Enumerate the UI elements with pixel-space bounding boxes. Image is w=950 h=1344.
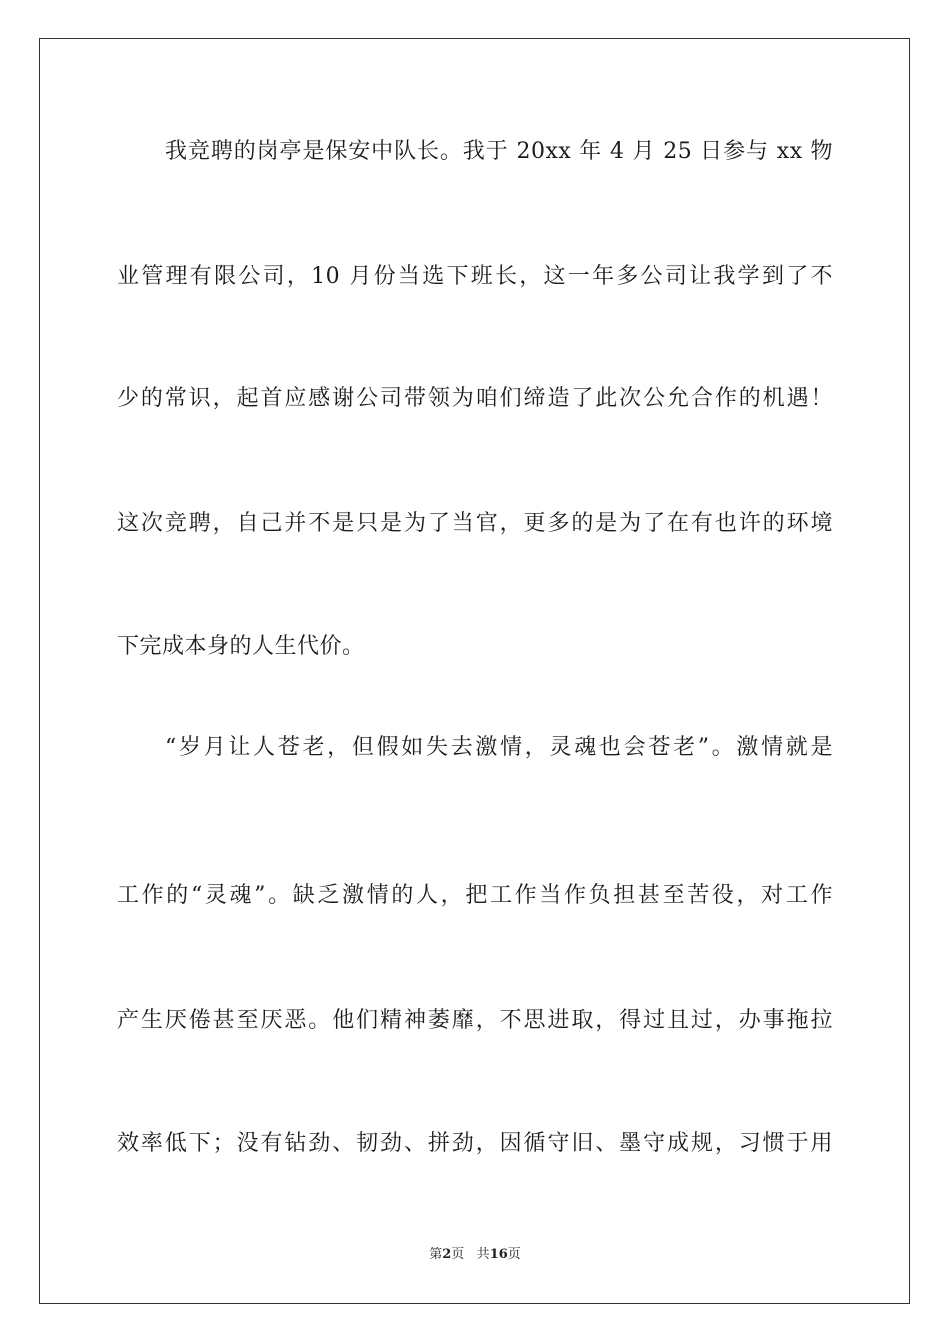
footer-page-suffix: 页 <box>451 1247 465 1262</box>
text-line-7: 工作的“灵魂”。缺乏激情的人，把工作当作负担甚至苦役，对工作 <box>117 883 833 908</box>
page-footer <box>0 1246 950 1264</box>
text-line-8: 产生厌倦甚至厌恶。他们精神萎靡，不思进取，得过且过，办事拖拉 <box>117 1008 833 1033</box>
text-line-2: 业管理有限公司，10 月份当选下班长，这一年多公司让我学到了不 <box>117 264 833 289</box>
footer-prefix: 第 <box>429 1247 443 1262</box>
text-line-5: 下完成本身的人生代价。 <box>117 634 365 659</box>
text-line-3: 少的常识，起首应感谢公司带领为咱们缔造了此次公允合作的机遇！ <box>117 386 833 411</box>
footer-page-number: 2 <box>442 1247 452 1262</box>
text-line-9: 效率低下；没有钻劲、韧劲、拼劲，因循守旧、墨守成规，习惯于用 <box>117 1131 833 1156</box>
footer-total-prefix: 共 <box>476 1247 490 1262</box>
page-border <box>39 38 910 1304</box>
text-line-6: “岁月让人苍老，但假如失去激情，灵魂也会苍老”。激情就是 <box>165 735 833 760</box>
footer-total-pages: 16 <box>489 1247 508 1262</box>
text-line-1: 我竞聘的岗亭是保安中队长。我于 20xx 年 4 月 25 日参与 xx 物 <box>165 139 833 164</box>
text-line-4: 这次竞聘，自己并不是只是为了当官，更多的是为了在有也许的环境 <box>117 511 833 536</box>
footer-total-suffix: 页 <box>507 1247 521 1262</box>
